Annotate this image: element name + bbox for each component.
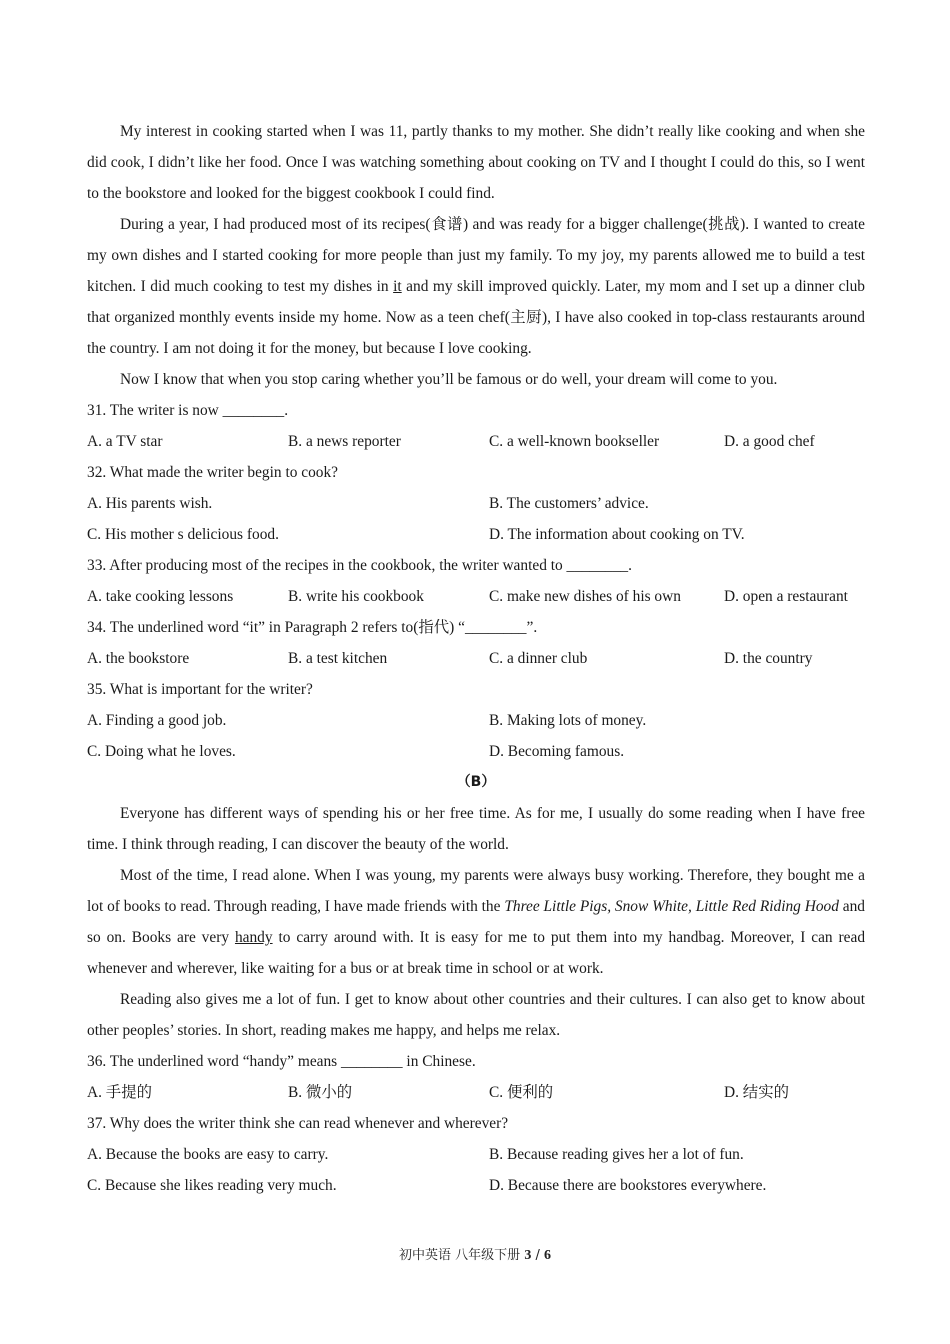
option-d[interactable]: D. Becoming famous. (489, 743, 625, 760)
option-b[interactable]: B. Because reading gives her a lot of fun. (489, 1146, 744, 1163)
passage-b-paragraph-3: Reading also gives me a lot of fun. I get to know about other countries and their cultures. I can also get to know about other peoples’ stories. In short, reading makes me happy, and helps me relax. (87, 991, 865, 1039)
question-32: 32. What made the writer begin to cook? (87, 464, 339, 481)
options-31 (87, 426, 865, 457)
option-d[interactable]: D. 结实的 (724, 1084, 789, 1101)
book-titles: Three Little Pigs, Snow White, Little Red Riding Hood (504, 898, 839, 915)
passage-a-paragraph-2 (87, 209, 865, 364)
option-b[interactable]: B. a test kitchen (288, 650, 388, 667)
option-c[interactable]: C. 便利的 (489, 1084, 554, 1101)
page-total: 6 (543, 1248, 551, 1263)
option-d[interactable]: D. the country (724, 650, 813, 667)
options-32-row-2 (87, 519, 865, 550)
options-32-row-1 (87, 488, 865, 519)
option-d[interactable]: D. a good chef (724, 433, 815, 450)
option-d[interactable]: D. The information about cooking on TV. (489, 526, 745, 543)
option-a[interactable]: A. the bookstore (87, 650, 190, 667)
question-31: 31. The writer is now ________. (87, 402, 289, 419)
page-separator: / (531, 1248, 544, 1263)
page-number: 3 (524, 1248, 532, 1263)
underlined-word-it: it (393, 278, 402, 295)
paragraph-text: During a year, I had produced most of its recipes(食谱) and was ready for a bigger challenge(挑战). I wanted to create my own dishes and I started cooking for more people than just my family. To my joy, my parents allowed me to build a test kitchen. I did much cooking to test my dishes in (87, 216, 865, 295)
options-37-row-2 (87, 1170, 865, 1201)
underlined-word-handy: handy (234, 929, 273, 946)
option-c[interactable]: C. His mother s delicious food. (87, 526, 279, 543)
option-a[interactable]: A. His parents wish. (87, 495, 213, 512)
footer-subject: 初中英语 八年级下册 (399, 1248, 521, 1263)
option-a[interactable]: A. 手提的 (87, 1084, 152, 1101)
option-c[interactable]: C. Because she likes reading very much. (87, 1177, 337, 1194)
options-36 (87, 1077, 865, 1108)
question-37: 37. Why does the writer think she can read whenever and wherever? (87, 1115, 509, 1132)
option-c[interactable]: C. a well-known bookseller (489, 433, 660, 450)
paragraph-text: to carry around with. It is easy for me to put them into my handbag. Moreover, I can read whenever and wherever, like waiting for a bus or at break time in school or at work. (87, 929, 866, 977)
passage-b-paragraph-2 (87, 860, 865, 984)
paragraph-text: Most of the time, I read alone. When I was young, my parents were always busy working. Therefore, they bought me a lot of books to read. Through reading, I have made friends with the (87, 867, 865, 915)
page-footer (0, 1244, 950, 1264)
option-b[interactable]: B. Making lots of money. (489, 712, 647, 729)
worksheet-page (87, 116, 865, 1201)
question-36: 36. The underlined word “handy” means ________ in Chinese. (87, 1053, 476, 1070)
option-a[interactable]: A. a TV star (87, 433, 163, 450)
options-37-row-1 (87, 1139, 865, 1170)
passage-a-paragraph-3: Now I know that when you stop caring whether you’ll be famous or do well, your dream will come to you. (120, 371, 778, 388)
question-35: 35. What is important for the writer? (87, 681, 313, 698)
passage-b-paragraph-1: Everyone has different ways of spending his or her free time. As for me, I usually do some reading when I have free time. I think through reading, I can discover the beauty of the world. (87, 805, 865, 853)
option-a[interactable]: A. Finding a good job. (87, 712, 227, 729)
option-c[interactable]: C. Doing what he loves. (87, 743, 236, 760)
passage-a-paragraph-1: My interest in cooking started when I was 11, partly thanks to my mother. She didn’t really like cooking and when she did cook, I didn’t like her food. Once I was watching something about cooking on TV and I thought I could do this, so I went to the bookstore and looked for the biggest cookbook I could find. (87, 123, 865, 202)
option-d[interactable]: D. open a restaurant (724, 588, 848, 605)
paragraph-text: and my skill improved quickly. Later, my mom and I set up a dinner club that organized monthly events inside my home. Now as a teen chef(主厨), I have also cooked in top-class restaurants around the country. I am not doing it for the money, but because I love cooking. (87, 278, 865, 357)
section-b-heading: （B） (456, 774, 496, 790)
option-c[interactable]: C. a dinner club (489, 650, 588, 667)
options-33 (87, 581, 865, 612)
option-b[interactable]: B. write his cookbook (288, 588, 424, 605)
option-d[interactable]: D. Because there are bookstores everywhere. (489, 1177, 767, 1194)
option-b[interactable]: B. The customers’ advice. (489, 495, 649, 512)
option-a[interactable]: A. Because the books are easy to carry. (87, 1146, 329, 1163)
option-c[interactable]: C. make new dishes of his own (489, 588, 681, 605)
options-34 (87, 643, 865, 674)
question-34: 34. The underlined word “it” in Paragraph 2 refers to(指代) “________”. (87, 619, 538, 636)
options-35-row-1 (87, 705, 865, 736)
options-35-row-2 (87, 736, 865, 767)
paragraph-text: and so on. Books are very (87, 898, 865, 946)
question-33: 33. After producing most of the recipes in the cookbook, the writer wanted to ________. (87, 557, 632, 574)
option-b[interactable]: B. a news reporter (288, 433, 401, 450)
option-a[interactable]: A. take cooking lessons (87, 588, 234, 605)
option-b[interactable]: B. 微小的 (288, 1084, 353, 1101)
